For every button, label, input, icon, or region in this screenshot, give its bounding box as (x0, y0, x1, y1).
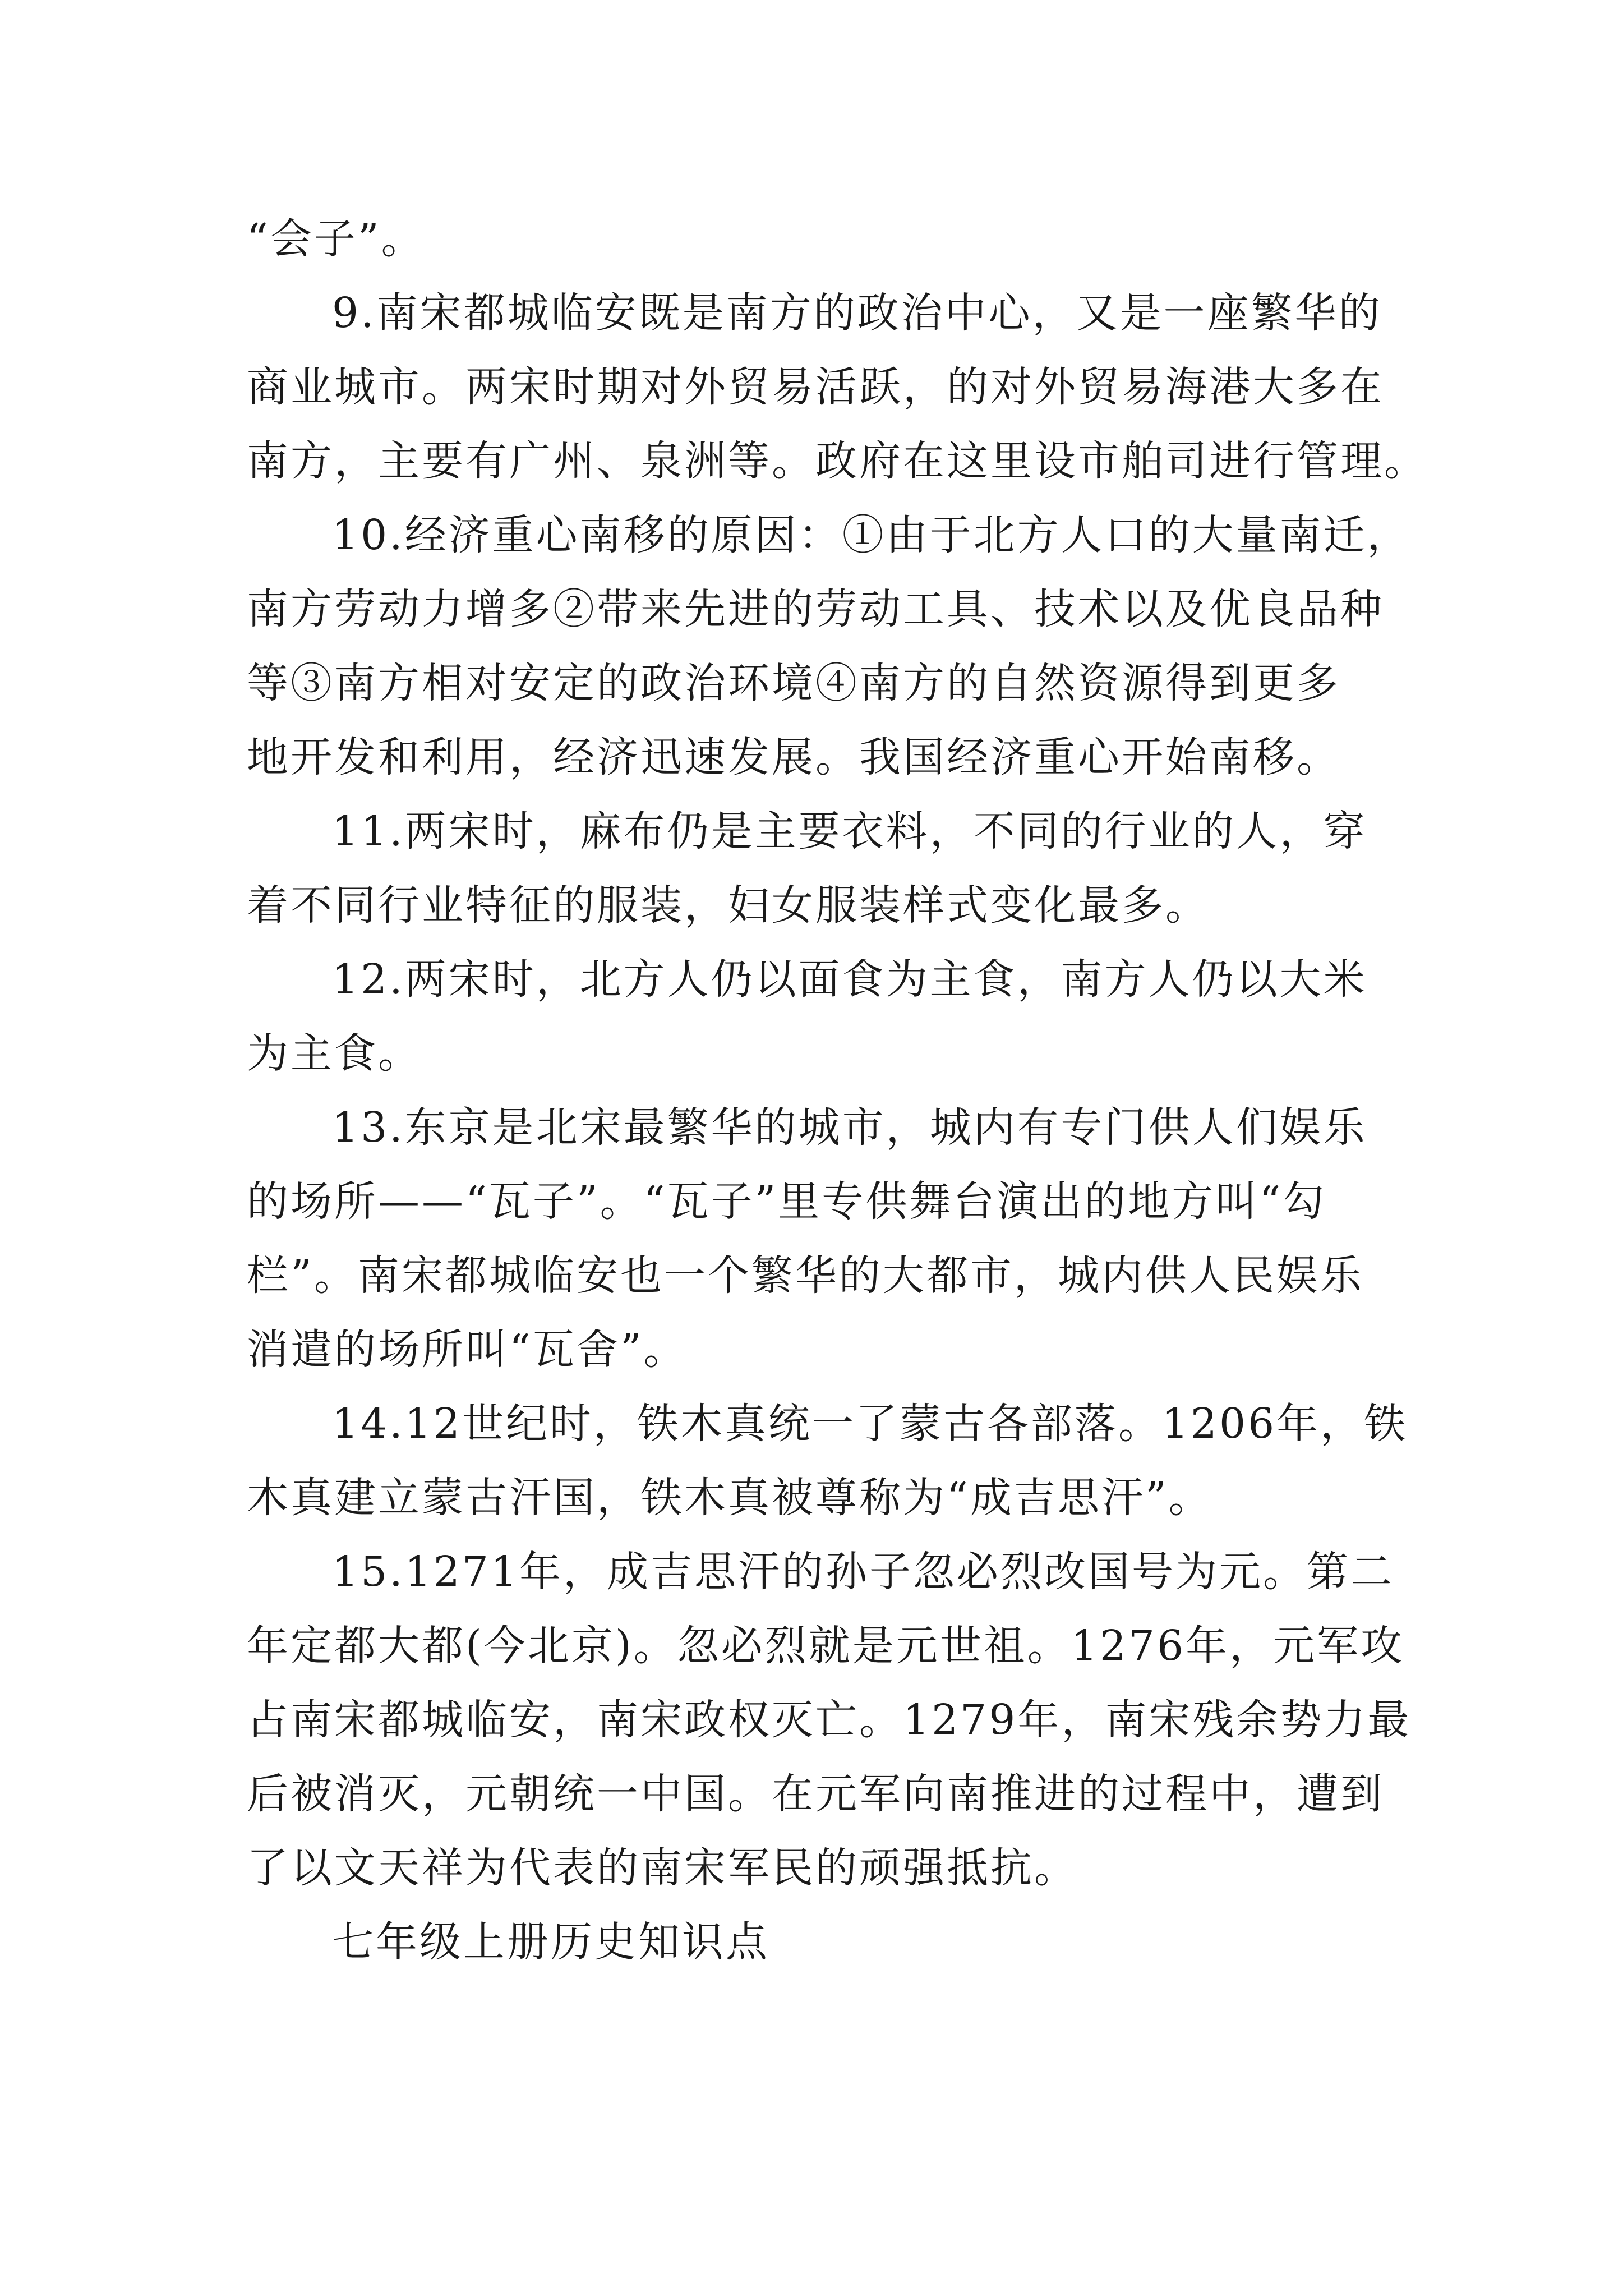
paragraph-14-line-1: 14.12世纪时，铁木真统一了蒙古各部落。1206年，铁 (332, 1400, 1408, 1448)
paragraph-10-line-3: 等③南方相对安定的政治环境④南方的自然资源得到更多 (247, 659, 1340, 707)
paragraph-15-line-1: 15.1271年，成吉思汗的孙子忽必烈改国号为元。第二 (332, 1548, 1395, 1596)
paragraph-15-line-4: 后被消灭，元朝统一中国。在元军向南推进的过程中，遭到 (247, 1770, 1384, 1818)
paragraph-9-line-2: 商业城市。两宋时期对外贸易活跃，的对外贸易海港大多在 (247, 363, 1384, 411)
section-heading: 七年级上册历史知识点 (332, 1918, 769, 1966)
paragraph-14-line-2: 木真建立蒙古汗国，铁木真被尊称为“成吉思汗”。 (247, 1474, 1212, 1522)
paragraph-11-line-1: 11.两宋时，麻布仍是主要衣料，不同的行业的人，穿 (332, 807, 1367, 855)
paragraph-10-line-4: 地开发和利用，经济迅速发展。我国经济重心开始南移。 (247, 733, 1340, 781)
paragraph-15-line-5: 了以文天祥为代表的南宋军民的顽强抵抗。 (247, 1844, 1078, 1892)
paragraph-10-line-1: 10.经济重心南移的原因：①由于北方人口的大量南迁， (332, 511, 1411, 559)
paragraph-10-line-2: 南方劳动力增多②带来先进的劳动工具、技术以及优良品种 (247, 585, 1384, 633)
paragraph-13-line-3: 栏”。南宋都城临安也一个繁华的大都市，城内供人民娱乐 (247, 1251, 1364, 1300)
paragraph-13-line-4: 消遣的场所叫“瓦舍”。 (247, 1326, 688, 1374)
paragraph-9-line-1: 9.南宋都城临安既是南方的政治中心，又是一座繁华的 (332, 289, 1382, 337)
paragraph-12-line-1: 12.两宋时，北方人仍以面食为主食，南方人仍以大米 (332, 955, 1367, 1004)
paragraph-13-line-1: 13.东京是北宋最繁华的城市，城内有专门供人们娱乐 (332, 1103, 1367, 1152)
paragraph-15-line-3: 占南宋都城临安，南宋政权灭亡。1279年，南宋残余势力最 (247, 1696, 1412, 1744)
document-body (247, 202, 1428, 1979)
paragraph-12-line-2: 为主食。 (247, 1029, 422, 1078)
paragraph-11-line-2: 着不同行业特征的服装，妇女服装样式变化最多。 (247, 881, 1209, 930)
paragraph-9-line-3: 南方，主要有广州、泉洲等。政府在这里设市舶司进行管理。 (247, 437, 1428, 485)
paragraph-15-line-2: 年定都大都(今北京)。忽必烈就是元世祖。1276年，元军攻 (247, 1622, 1405, 1670)
paragraph-13-line-2: 的场所——“瓦子”。“瓦子”里专供舞台演出的地方叫“勾 (247, 1177, 1327, 1226)
text-line: “会子”。 (247, 215, 425, 263)
